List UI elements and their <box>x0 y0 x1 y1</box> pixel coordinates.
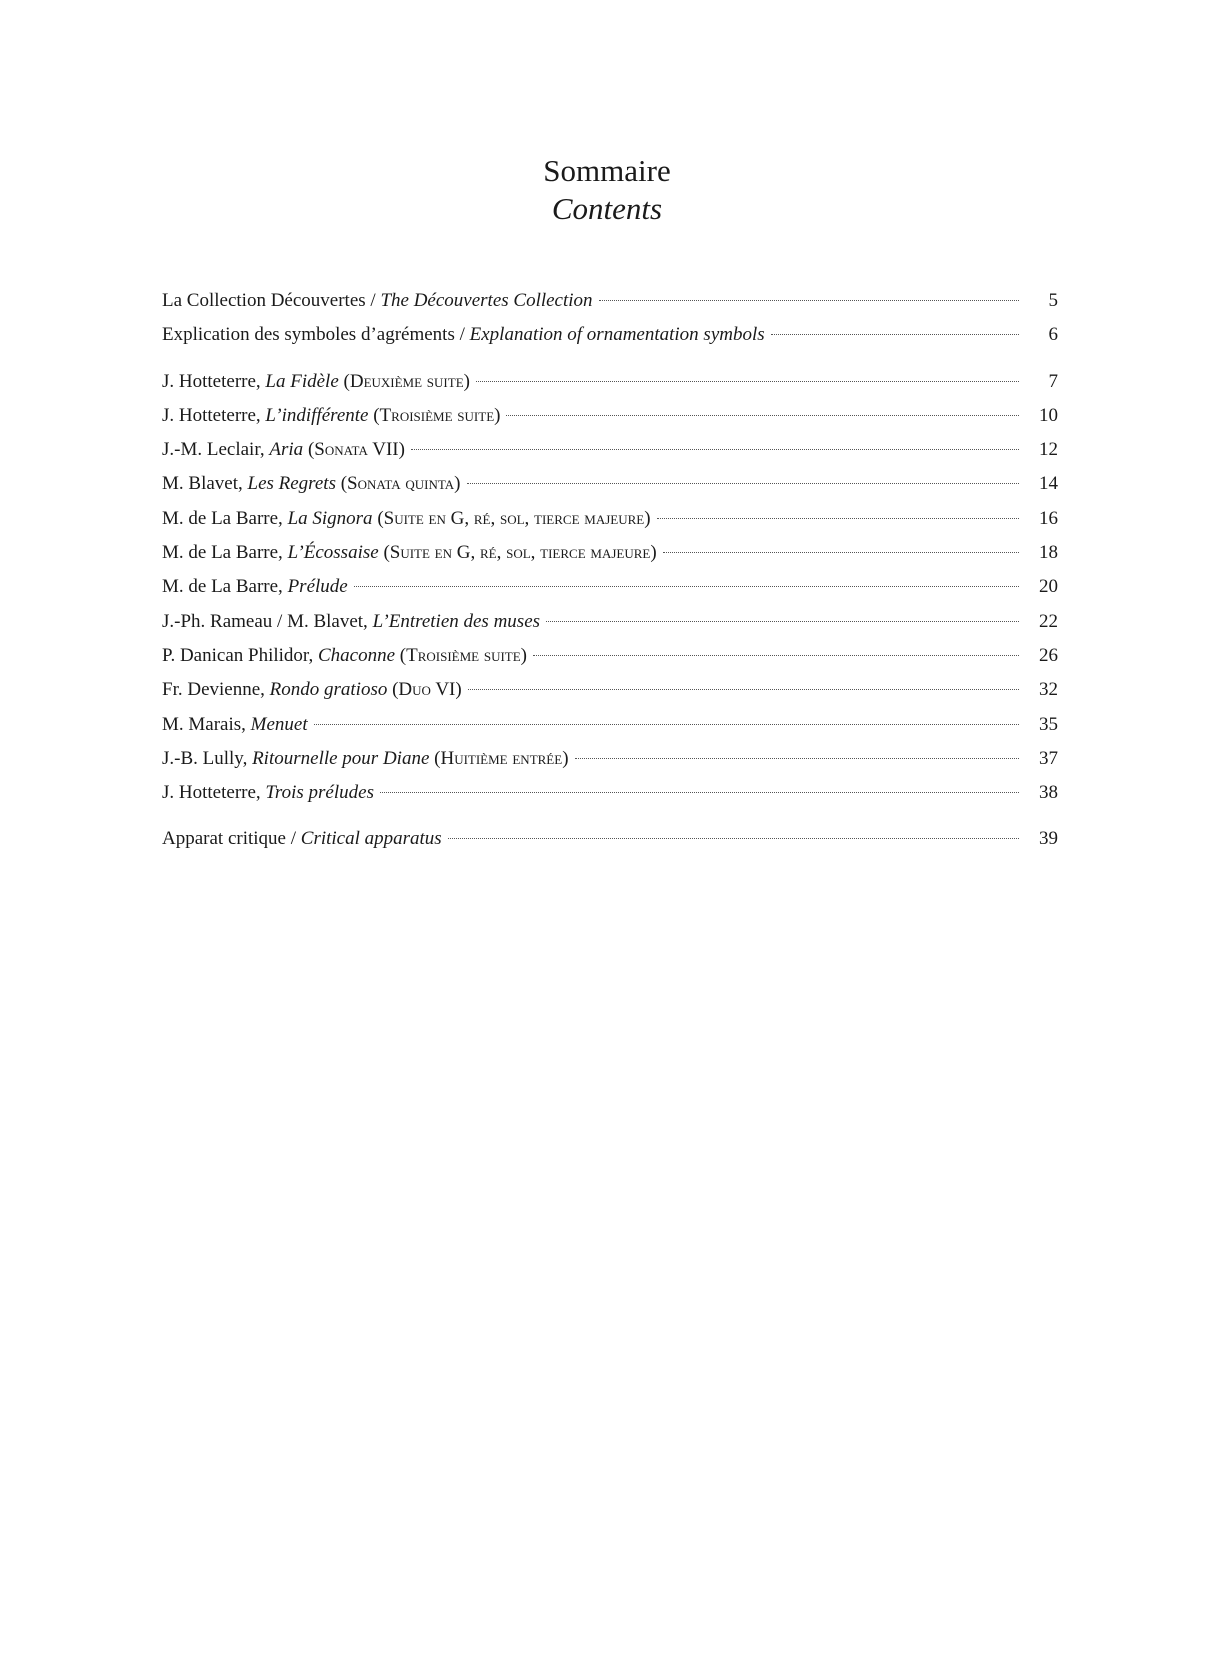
dot-leader <box>599 300 1019 301</box>
page-title-fr: Sommaire <box>543 153 671 188</box>
toc-entry[interactable] <box>162 828 1058 862</box>
entry-work: L’indifférente <box>265 404 369 426</box>
entry-work: Ritournelle pour Diane <box>252 747 430 769</box>
entry-detail: (Troisième suite) <box>373 404 501 426</box>
dot-leader <box>657 518 1019 519</box>
entry-work: The Découvertes Collection <box>380 290 593 311</box>
entry-work: La Fidèle <box>265 370 339 392</box>
entry-author: Apparat critique / <box>162 828 301 850</box>
toc-entry[interactable] <box>162 645 1058 679</box>
entry-page-number: 20 <box>1039 576 1058 598</box>
entry-work: Prélude <box>287 576 348 598</box>
dot-leader <box>411 449 1019 450</box>
entry-page-number: 37 <box>1039 747 1058 769</box>
toc-entry[interactable] <box>162 611 1058 645</box>
entry-detail: (Sonata quinta) <box>340 473 461 495</box>
entry-page-number: 35 <box>1039 713 1058 735</box>
entry-page-number: 18 <box>1039 542 1058 564</box>
entry-detail: (Huitième entrée) <box>434 747 569 769</box>
entry-page-number: 16 <box>1039 507 1058 529</box>
entry-work: Menuet <box>250 713 308 735</box>
entry-work: Les Regrets <box>247 473 336 495</box>
dot-leader <box>354 586 1019 587</box>
toc-entry[interactable] <box>162 473 1058 507</box>
entry-author: La Collection Découvertes / <box>162 290 381 311</box>
dot-leader <box>771 334 1019 335</box>
dot-leader <box>468 689 1019 690</box>
entry-work: La Signora <box>287 507 373 529</box>
entry-work: Chaconne <box>317 644 396 666</box>
toc-entry[interactable] <box>162 439 1058 473</box>
entry-work: Aria <box>269 439 304 461</box>
table-of-contents <box>162 290 1058 863</box>
entry-page-number: 12 <box>1039 439 1058 461</box>
entry-author: J.-Ph. Rameau / M. Blavet, <box>162 610 373 632</box>
entry-author: J. Hotteterre, <box>162 404 266 426</box>
entry-author: Fr. Devienne, <box>162 679 270 701</box>
entry-work: Trois préludes <box>265 782 374 804</box>
entry-page-number: 22 <box>1039 610 1058 632</box>
entry-page-number: 38 <box>1039 782 1058 804</box>
toc-group-front-matter <box>162 290 1058 359</box>
toc-entry[interactable] <box>162 679 1058 713</box>
toc-entry[interactable] <box>162 576 1058 610</box>
toc-entry[interactable] <box>162 714 1058 748</box>
entry-detail: (Troisième suite) <box>399 644 528 666</box>
page-title-en: Contents <box>551 191 663 226</box>
entry-detail: (Deuxième suite) <box>343 370 470 392</box>
toc-entry[interactable] <box>162 371 1058 405</box>
entry-author: Explication des symboles d’agréments / <box>162 324 470 346</box>
entry-detail: (Suite en G, ré, sol, tierce majeure) <box>383 542 657 564</box>
entry-work: L’Écossaise <box>287 542 379 564</box>
entry-author: M. de La Barre, <box>162 507 288 529</box>
entry-author: M. Marais, <box>162 713 251 735</box>
entry-work: L’Entretien des muses <box>372 610 541 632</box>
entry-work: Rondo gratioso <box>269 679 388 701</box>
entry-author: J.-B. Lully, <box>162 747 253 769</box>
dot-leader <box>476 381 1019 382</box>
entry-page-number: 5 <box>1048 290 1058 311</box>
toc-entry[interactable] <box>162 324 1058 358</box>
entry-page-number: 7 <box>1048 370 1058 392</box>
toc-entry[interactable] <box>162 508 1058 542</box>
entry-author: M. Blavet, <box>162 473 248 495</box>
dot-leader <box>663 552 1019 553</box>
toc-entry[interactable] <box>162 290 1058 324</box>
entry-author: J. Hotteterre, <box>162 782 266 804</box>
dot-leader <box>448 838 1019 839</box>
dot-leader <box>533 655 1019 656</box>
dot-leader <box>467 483 1020 484</box>
entry-page-number: 6 <box>1048 324 1058 346</box>
entry-work: Explanation of ornamentation symbols <box>469 324 765 346</box>
entry-author: M. de La Barre, <box>162 542 288 564</box>
entry-detail: (Sonata VII) <box>307 439 405 461</box>
entry-author: J.-M. Leclair, <box>162 439 270 461</box>
entry-detail: (Suite en G, ré, sol, tierce majeure) <box>377 507 651 529</box>
entry-author: M. de La Barre, <box>162 576 288 598</box>
entry-page-number: 10 <box>1039 404 1058 426</box>
toc-group-pieces <box>162 371 1058 817</box>
toc-entry[interactable] <box>162 542 1058 576</box>
dot-leader <box>506 415 1019 416</box>
toc-entry[interactable] <box>162 405 1058 439</box>
entry-page-number: 32 <box>1039 679 1058 701</box>
dot-leader <box>314 724 1019 725</box>
entry-work: Critical apparatus <box>300 828 442 850</box>
entry-author: P. Danican Philidor, <box>162 644 318 666</box>
dot-leader <box>575 758 1019 759</box>
dot-leader <box>380 792 1019 793</box>
entry-page-number: 14 <box>1039 473 1058 495</box>
entry-detail: (Duo VI) <box>392 679 462 701</box>
entry-author: J. Hotteterre, <box>162 370 266 392</box>
toc-entry[interactable] <box>162 748 1058 782</box>
page-header <box>0 152 1214 228</box>
toc-entry[interactable] <box>162 782 1058 816</box>
toc-group-back-matter <box>162 828 1058 862</box>
entry-page-number: 39 <box>1039 828 1058 850</box>
dot-leader <box>546 621 1019 622</box>
entry-page-number: 26 <box>1039 644 1058 666</box>
